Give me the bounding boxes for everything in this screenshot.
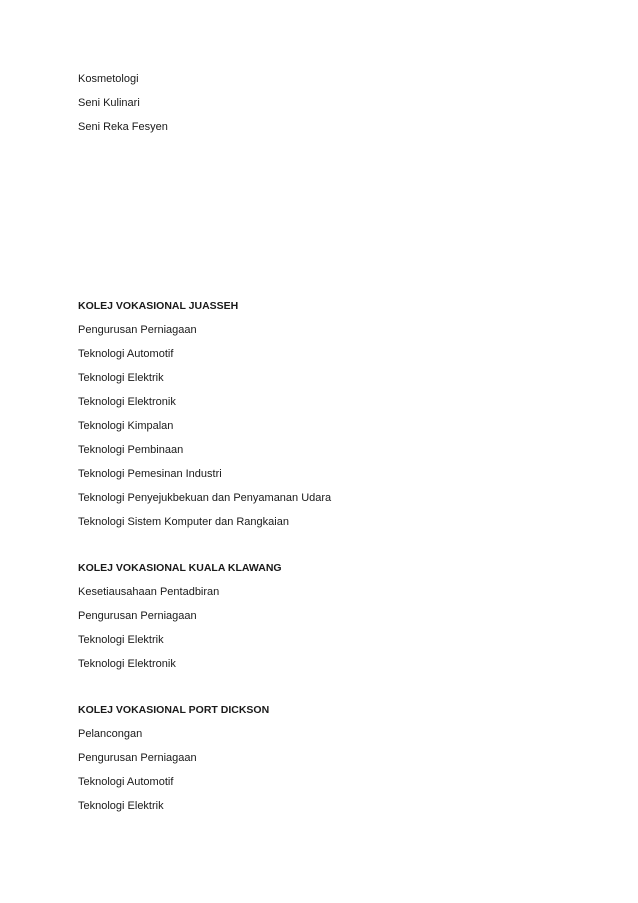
list-item: Seni Kulinari xyxy=(78,97,140,109)
list-item: Teknologi Elektronik xyxy=(78,658,176,670)
list-item: Seni Reka Fesyen xyxy=(78,121,168,133)
list-item: Teknologi Automotif xyxy=(78,348,174,360)
list-item: Pengurusan Perniagaan xyxy=(78,610,197,622)
list-item: Teknologi Elektronik xyxy=(78,396,176,408)
list-item: Pengurusan Perniagaan xyxy=(78,752,197,764)
list-item: Teknologi Elektrik xyxy=(78,800,164,812)
section-port-dickson xyxy=(78,704,598,813)
section-heading: KOLEJ VOKASIONAL JUASSEH xyxy=(78,300,239,312)
course-list-top xyxy=(78,73,598,134)
section-heading: KOLEJ VOKASIONAL KUALA KLAWANG xyxy=(78,562,282,574)
list-item: Teknologi Elektrik xyxy=(78,634,164,646)
list-item: Pengurusan Perniagaan xyxy=(78,324,197,336)
list-item: Kosmetologi xyxy=(78,73,139,85)
list-item: Teknologi Kimpalan xyxy=(78,420,174,432)
list-item: Teknologi Sistem Komputer dan Rangkaian xyxy=(78,516,289,528)
list-item: Teknologi Pemesinan Industri xyxy=(78,468,222,480)
list-item: Teknologi Automotif xyxy=(78,776,174,788)
list-item: Teknologi Penyejukbekuan dan Penyamanan Udara xyxy=(78,492,332,504)
section-heading: KOLEJ VOKASIONAL PORT DICKSON xyxy=(78,704,270,716)
section-kuala-klawang xyxy=(78,562,598,671)
spacer xyxy=(78,540,598,562)
list-item: Teknologi Elektrik xyxy=(78,372,164,384)
spacer xyxy=(78,145,598,300)
list-item: Kesetiausahaan Pentadbiran xyxy=(78,586,220,598)
list-item: Pelancongan xyxy=(78,728,143,740)
section-juasseh xyxy=(78,300,598,529)
document-page xyxy=(78,73,598,824)
spacer xyxy=(78,682,598,704)
list-item: Teknologi Pembinaan xyxy=(78,444,184,456)
